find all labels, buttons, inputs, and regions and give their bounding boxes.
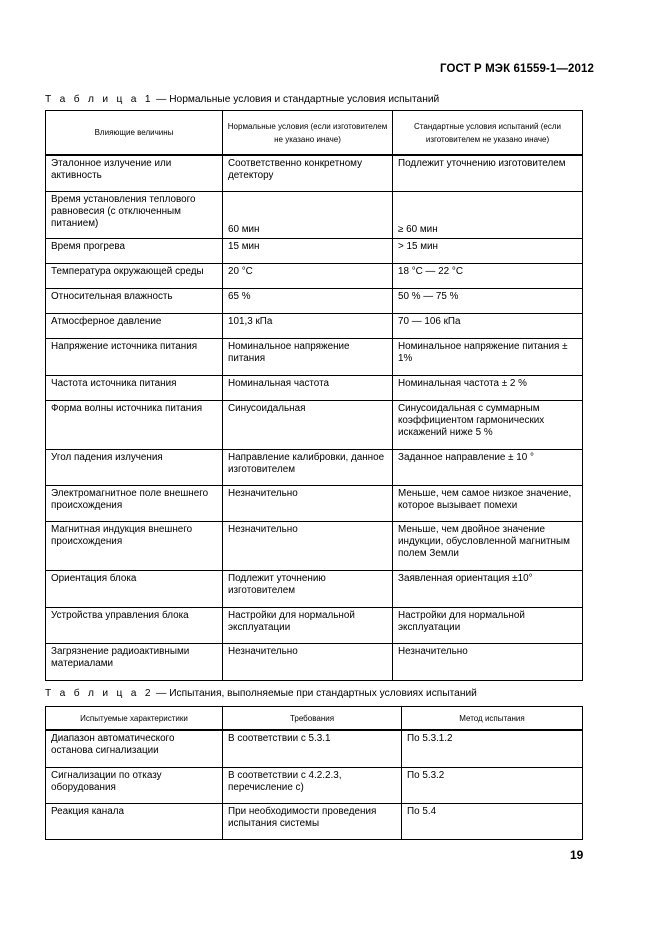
table-cell: Синусоидальная с суммарным коэффициентом гармонических искажений ниже 5 % — [393, 400, 583, 449]
table-row — [46, 191, 583, 238]
table-row — [46, 155, 583, 191]
table-row — [46, 643, 583, 680]
table-cell: Незначительно — [223, 643, 393, 680]
table-cell: Относительная влажность — [46, 288, 223, 313]
table-cell: По 5.4 — [402, 803, 583, 839]
table-cell: Напряжение источника питания — [46, 338, 223, 375]
table-cell: > 15 мин — [393, 238, 583, 263]
table-row — [46, 730, 583, 767]
table1-caption-label: Т а б л и ц а 1 — [45, 94, 154, 105]
table-cell: 101,3 кПа — [223, 313, 393, 338]
table-cell: 65 % — [223, 288, 393, 313]
table2-caption — [45, 688, 477, 699]
page-number: 19 — [570, 848, 584, 862]
table2-header-cell: Требования — [223, 707, 402, 731]
table-cell: Время прогрева — [46, 238, 223, 263]
table-cell: Подлежит уточнению изготовителем — [223, 570, 393, 607]
table-cell: Незначительно — [223, 485, 393, 521]
table-cell: Подлежит уточнению изготовителем — [393, 155, 583, 191]
table-cell: Магнитная индукция внешнего происхождения — [46, 521, 223, 570]
table-cell: Загрязнение радиоактивными материалами — [46, 643, 223, 680]
table-cell: Номинальное напряжение питания — [223, 338, 393, 375]
table1-caption-text: — Нормальные условия и стандартные условия испытаний — [153, 94, 440, 105]
table-cell: 70 — 106 кПа — [393, 313, 583, 338]
table-row — [46, 313, 583, 338]
table2-header-cell: Испытуемые характеристики — [46, 707, 223, 731]
table-cell: Номинальное напряжение питания ± 1% — [393, 338, 583, 375]
table-row — [46, 338, 583, 375]
table-row — [46, 570, 583, 607]
standard-designation: ГОСТ Р МЭК 61559-1—2012 — [440, 63, 594, 75]
table-row — [46, 767, 583, 803]
table-cell: 50 % — 75 % — [393, 288, 583, 313]
table-cell: 18 °С — 22 °С — [393, 263, 583, 288]
table1-header-cell: Нормальные условия (если изготовителем не указано иначе) — [223, 111, 393, 156]
table-cell: В соответствии с 4.2.2.3, перечисление с) — [223, 767, 402, 803]
table-cell: Реакция канала — [46, 803, 223, 839]
table-cell: По 5.3.1.2 — [402, 730, 583, 767]
table-cell: ≥ 60 мин — [393, 191, 583, 238]
table-cell: 60 мин — [223, 191, 393, 238]
table-row — [46, 238, 583, 263]
table-cell: Меньше, чем двойное значение индукции, обусловленной магнитным полем Земли — [393, 521, 583, 570]
table-cell: Номинальная частота — [223, 375, 393, 400]
table2-caption-label: Т а б л и ц а 2 — [45, 688, 154, 699]
table-cell: Температура окружающей среды — [46, 263, 223, 288]
table1-header-cell: Влияющие величины — [46, 111, 223, 156]
table1-header-cell: Стандартные условия испытаний (если изготовителем не указано иначе) — [393, 111, 583, 156]
table-cell: Синусоидальная — [223, 400, 393, 449]
table-row — [46, 288, 583, 313]
table1 — [45, 110, 583, 681]
table-cell: 20 °С — [223, 263, 393, 288]
table-cell: 15 мин — [223, 238, 393, 263]
table-row — [46, 449, 583, 485]
table-cell: Настройки для нормальной эксплуатации — [223, 607, 393, 643]
table-cell: Форма волны источника питания — [46, 400, 223, 449]
table-cell: Устройства управления блока — [46, 607, 223, 643]
table-cell: Атмосферное давление — [46, 313, 223, 338]
table-cell: Незначительно — [393, 643, 583, 680]
table-cell: По 5.3.2 — [402, 767, 583, 803]
table-row — [46, 521, 583, 570]
table-cell: Заданное направление ± 10 ° — [393, 449, 583, 485]
table-cell: Сигнализации по отказу оборудования — [46, 767, 223, 803]
table-cell: Угол падения излучения — [46, 449, 223, 485]
table-cell: Эталонное излучение или активность — [46, 155, 223, 191]
table2-header-cell: Метод испытания — [402, 707, 583, 731]
table-row — [46, 803, 583, 839]
table-row — [46, 263, 583, 288]
table2 — [45, 706, 583, 840]
table-row — [46, 485, 583, 521]
table-cell: Ориентация блока — [46, 570, 223, 607]
table-cell: При необходимости проведения испытания системы — [223, 803, 402, 839]
table-cell: Настройки для нормальной эксплуатации — [393, 607, 583, 643]
table-row — [46, 375, 583, 400]
table-row — [46, 607, 583, 643]
table-cell: В соответствии с 5.3.1 — [223, 730, 402, 767]
table-cell: Заявленная ориентация ±10° — [393, 570, 583, 607]
table-cell: Соответственно конкретному детектору — [223, 155, 393, 191]
table-cell: Направление калибровки, данное изготовителем — [223, 449, 393, 485]
table-cell: Меньше, чем самое низкое значение, которое вызывает помехи — [393, 485, 583, 521]
table-cell: Время установления теплового равновесия (с отключенным питанием) — [46, 191, 223, 238]
table-cell: Диапазон автоматического останова сигнализации — [46, 730, 223, 767]
table-cell: Частота источника питания — [46, 375, 223, 400]
table-row — [46, 400, 583, 449]
table-cell: Номинальная частота ± 2 % — [393, 375, 583, 400]
table-cell: Незначительно — [223, 521, 393, 570]
table2-caption-text: — Испытания, выполняемые при стандартных условиях испытаний — [153, 688, 477, 699]
table-cell: Электромагнитное поле внешнего происхождения — [46, 485, 223, 521]
table1-caption — [45, 94, 439, 105]
